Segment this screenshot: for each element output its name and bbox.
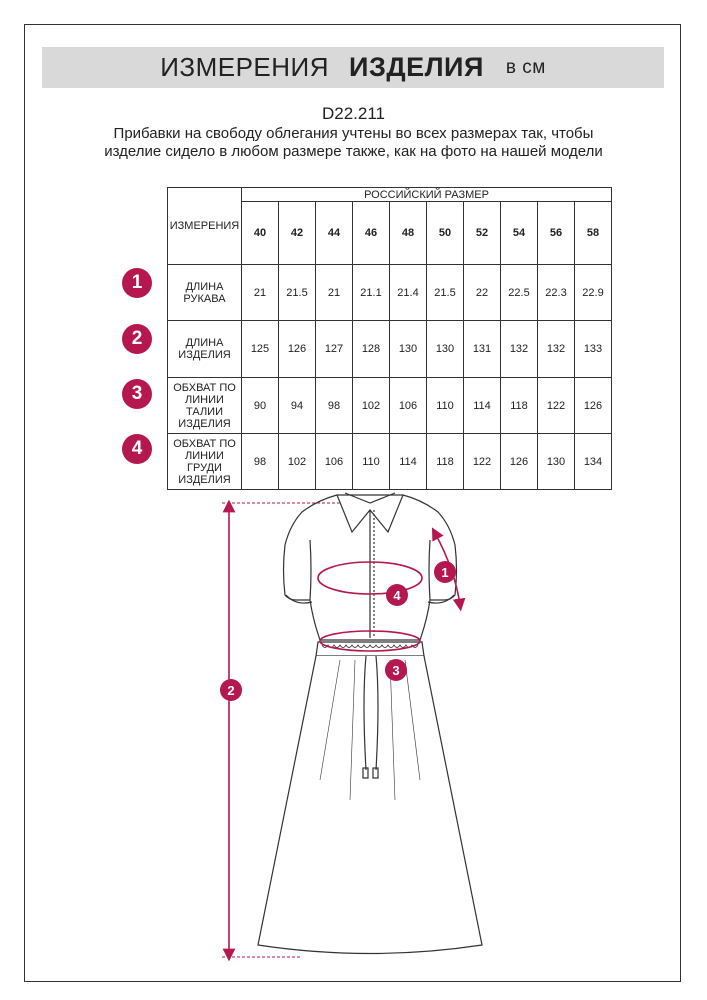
row-badge-2: 2 — [122, 324, 152, 354]
title-bold: ИЗДЕЛИЯ — [349, 52, 484, 82]
size-header-54: 54 — [501, 202, 538, 265]
table-cell: 110 — [427, 378, 464, 434]
table-cell: 126 — [501, 434, 538, 490]
table-cell: 118 — [501, 378, 538, 434]
table-cell: 98 — [316, 378, 353, 434]
table-cell: 132 — [501, 321, 538, 378]
table-cell: 132 — [538, 321, 575, 378]
row-label-line: РУКАВА — [183, 292, 226, 305]
drawing-mark-4: 4 — [393, 588, 401, 603]
measurements-header: ИЗМЕРЕНИЯ — [168, 188, 242, 265]
table-cell: 21 — [242, 265, 279, 321]
title-unit: в см — [505, 56, 546, 78]
drawing-mark-2: 2 — [227, 683, 235, 698]
size-header-56: 56 — [538, 202, 575, 265]
table-cell: 122 — [464, 434, 501, 490]
row-label-line: ОБХВАТ ПО — [173, 437, 236, 450]
row-label-line: ТАЛИИ — [186, 405, 223, 418]
table-cell: 130 — [390, 321, 427, 378]
table-cell: 134 — [575, 434, 612, 490]
table-cell: 126 — [575, 378, 612, 434]
fit-note: Прибавки на свободу облегания учтены во всех размерах так, чтобы изделие сидело в любом размере также, как на фото на нашей модели — [104, 125, 603, 160]
table-cell: 118 — [427, 434, 464, 490]
drawing-mark-1: 1 — [441, 565, 449, 580]
table-cell: 21.1 — [353, 265, 390, 321]
size-header-42: 42 — [279, 202, 316, 265]
article-number: D22.211 — [321, 104, 385, 123]
row-label-line: ЛИНИИ — [185, 393, 224, 406]
title-main: ИЗМЕРЕНИЯ — [160, 52, 330, 82]
row-label-line: ОБХВАТ ПО — [173, 381, 236, 394]
row-label-line: ГРУДИ — [187, 461, 222, 474]
table-cell: 133 — [575, 321, 612, 378]
table-cell: 114 — [390, 434, 427, 490]
table-cell: 106 — [316, 434, 353, 490]
table-cell: 130 — [538, 434, 575, 490]
table-cell: 110 — [353, 434, 390, 490]
table-cell: 90 — [242, 378, 279, 434]
table-cell: 98 — [242, 434, 279, 490]
table-cell: 21.5 — [427, 265, 464, 321]
row-label-line: ИЗДЕЛИЯ — [178, 417, 231, 430]
row-label-line: ДЛИНА — [185, 280, 224, 293]
size-header-52: 52 — [464, 202, 501, 265]
table-cell: 125 — [242, 321, 279, 378]
table-cell: 22.5 — [501, 265, 538, 321]
size-header-40: 40 — [242, 202, 279, 265]
table-cell: 127 — [316, 321, 353, 378]
table-cell: 114 — [464, 378, 501, 434]
size-system-header: РОССИЙСКИЙ РАЗМЕР — [242, 188, 612, 202]
table-cell: 21.5 — [279, 265, 316, 321]
table-cell: 131 — [464, 321, 501, 378]
drawing-mark-3: 3 — [392, 663, 400, 678]
row-label-line: ИЗДЕЛИЯ — [178, 349, 231, 361]
table-cell: 102 — [353, 378, 390, 434]
size-header-58: 58 — [575, 202, 612, 265]
table-cell: 126 — [279, 321, 316, 378]
row-badge-4: 4 — [122, 434, 152, 464]
table-cell: 102 — [279, 434, 316, 490]
table-cell: 94 — [279, 378, 316, 434]
table-cell: 22.9 — [575, 265, 612, 321]
size-header-50: 50 — [427, 202, 464, 265]
table-cell: 21 — [316, 265, 353, 321]
size-header-46: 46 — [353, 202, 390, 265]
table-cell: 22 — [464, 265, 501, 321]
row-badge-3: 3 — [122, 379, 152, 409]
table-cell: 130 — [427, 321, 464, 378]
table-cell: 21.4 — [390, 265, 427, 321]
table-cell: 106 — [390, 378, 427, 434]
row-badge-1: 1 — [122, 268, 152, 298]
row-label-line: ДЛИНА — [185, 337, 224, 349]
size-header-44: 44 — [316, 202, 353, 265]
row-label-line: ЛИНИИ — [185, 449, 224, 462]
table-cell: 122 — [538, 378, 575, 434]
table-cell: 22.3 — [538, 265, 575, 321]
row-label-line: ИЗДЕЛИЯ — [178, 473, 231, 486]
table-cell: 128 — [353, 321, 390, 378]
size-header-48: 48 — [390, 202, 427, 265]
